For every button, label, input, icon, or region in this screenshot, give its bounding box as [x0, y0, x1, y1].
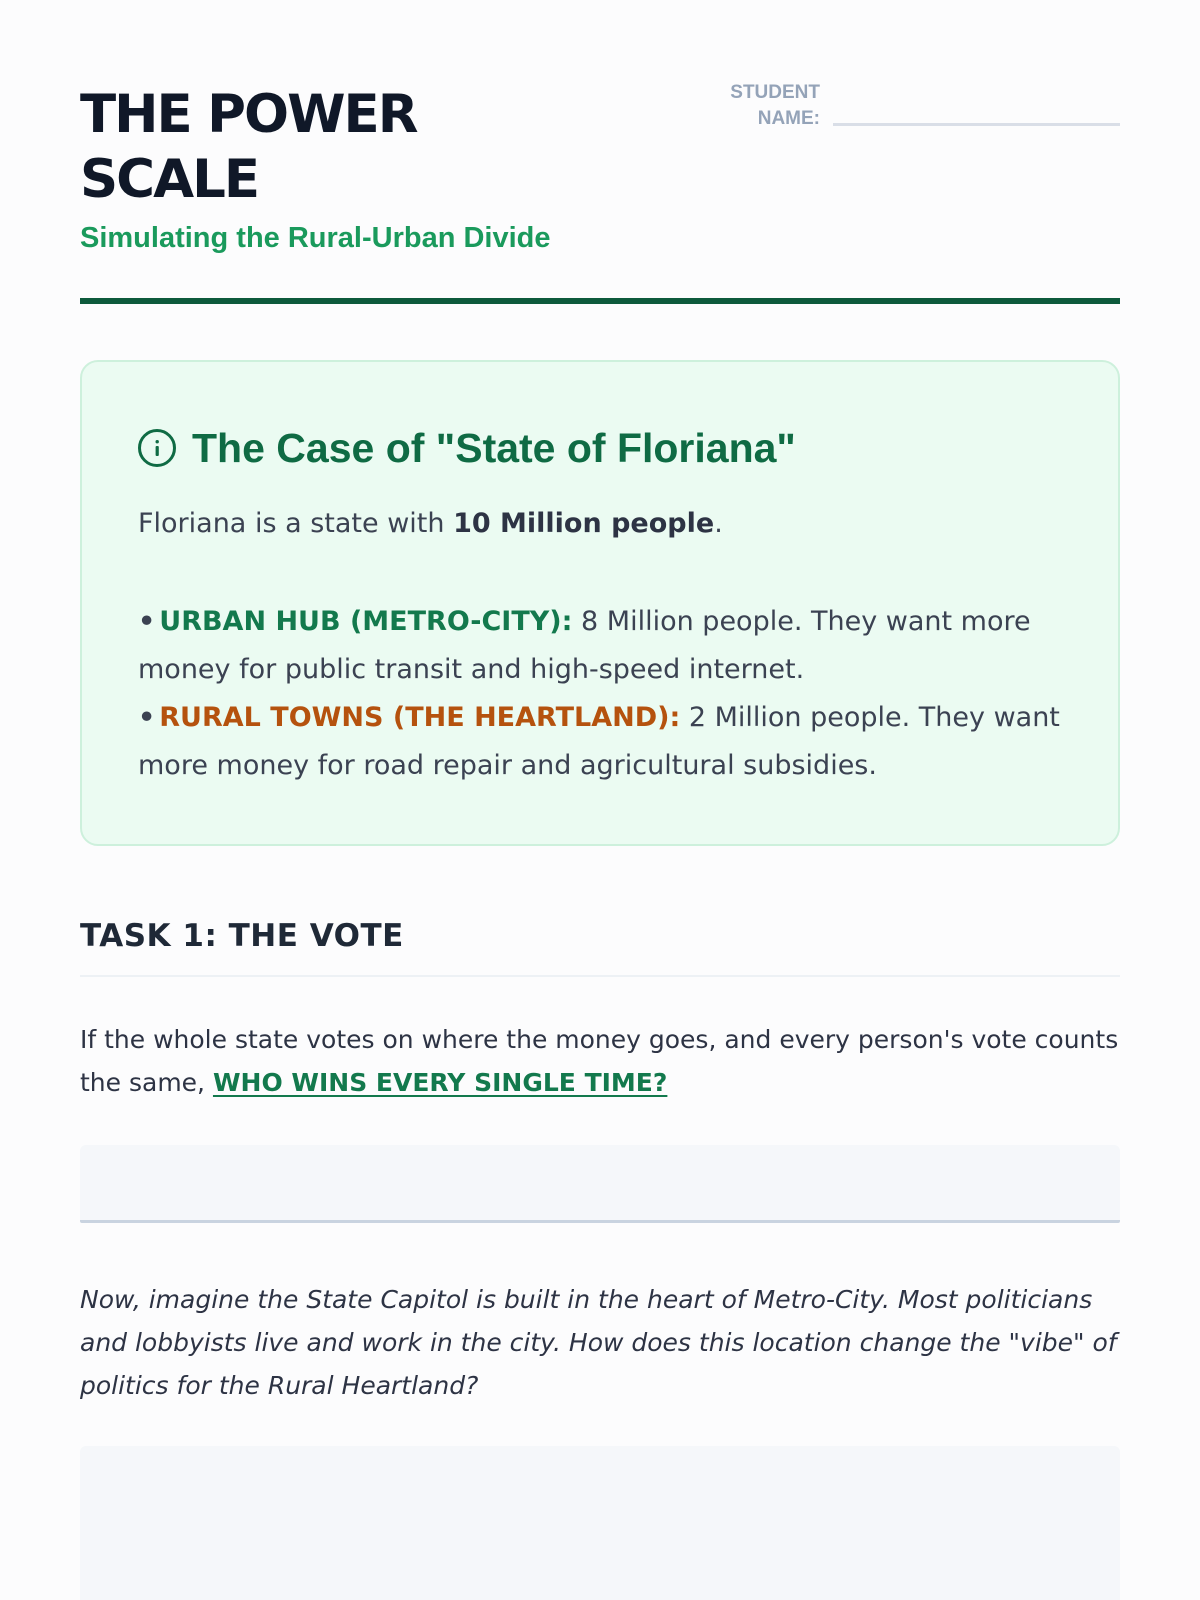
title-block [80, 82, 600, 255]
student-label-line-1: STUDENT [730, 82, 820, 103]
rural-label: RURAL TOWNS (THE HEARTLAND): [159, 702, 681, 733]
answer-box-1[interactable] [80, 1145, 1120, 1223]
case-title: The Case of "State of Floriana" [192, 424, 796, 471]
bullet-dot: • [138, 606, 156, 637]
rural-text: 2 Million people. They want more money for road repair and agricultural subsidies. [138, 702, 1060, 781]
bullet-dot: • [138, 702, 156, 733]
case-intro [138, 500, 1062, 548]
task-1-rule [80, 975, 1120, 977]
task-1-question [80, 1018, 1120, 1104]
student-name-field[interactable] [700, 80, 1120, 130]
header-divider [80, 298, 1120, 304]
urban-text: 8 Million people. They want more money for public transit and high-speed internet. [138, 606, 1031, 685]
rural-bullet [138, 694, 1062, 790]
case-heading [138, 422, 1062, 474]
worksheet-header [80, 0, 1120, 305]
task-1-title: TASK 1: THE VOTE [80, 918, 404, 954]
question-highlight: WHO WINS EVERY SINGLE TIME? [212, 1068, 668, 1097]
case-intro-suffix: . [714, 508, 723, 539]
info-icon [138, 429, 176, 467]
question-text: If the whole state votes on where the money goes, and every person's vote counts the same, [80, 1025, 1119, 1097]
case-intro-prefix: Floriana is a state with [138, 508, 454, 539]
page-title-line-2: SCALE [80, 149, 259, 210]
case-intro-population: 10 Million people [453, 508, 715, 539]
student-name-label [700, 80, 820, 132]
urban-bullet [138, 598, 1062, 694]
urban-label: URBAN HUB (METRO-CITY): [159, 606, 573, 637]
student-label-line-2: NAME: [757, 108, 820, 129]
answer-box-2[interactable] [80, 1446, 1120, 1600]
case-info-box [80, 360, 1120, 846]
case-body [138, 500, 1062, 790]
student-name-line[interactable] [833, 123, 1120, 126]
task-1-prompt: Now, imagine the State Capitol is built in the heart of Metro-City. Most politicians and lobbyists live and work in the city. How does this location change the "vibe" of politics for the Rural Heartland? [80, 1285, 1117, 1400]
page-title-line-1: THE POWER [80, 84, 417, 145]
page-title [80, 82, 600, 212]
page-subtitle: Simulating the Rural-Urban Divide [80, 222, 551, 254]
